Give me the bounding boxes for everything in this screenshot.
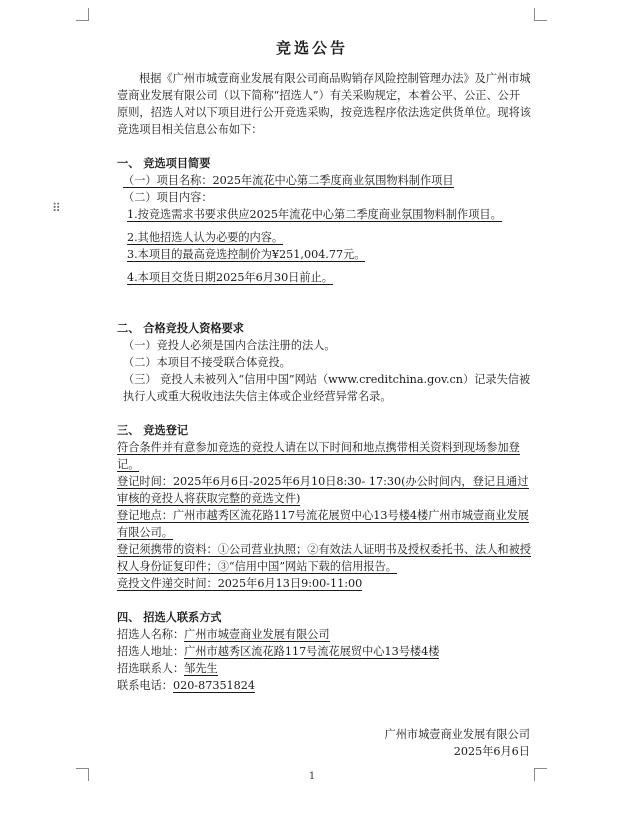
section-heading-registration: 三、 竞选登记 [117,424,189,437]
registration-item [117,507,531,541]
project-name-line [117,172,531,189]
registration-item [117,575,531,592]
project-item [117,229,531,246]
qualification-item: （二）本项目不接受联合体竞投。 [123,356,291,369]
registration-item-text: 竞投文件递交时间：2025年6月13日9:00-11:00 [117,577,363,590]
signature-date: 2025年6月6日 [453,745,530,758]
project-item-text: 1.按竞选需求书要求供应2025年流花中心第二季度商业氛围物料制作项目。 [127,208,502,221]
project-item-text: 3.本项目的最高竞选控制价为¥251,004.77元。 [127,248,366,261]
contact-row [117,677,531,694]
contact-label: 招选联系人： [117,662,185,675]
contact-row [117,660,531,677]
contact-label: 招选人地址： [117,645,185,658]
contact-value: 020-87351824 [172,679,256,692]
project-item [117,269,531,286]
registration-item [117,473,531,507]
registration-item-text: 符合条件并有意参加竞选的竞投人请在以下时间和地点携带相关资料到现场参加登记。 [117,441,520,471]
contact-value: 邹先生 [184,662,218,675]
intro-paragraph: 根据《广州市城壹商业发展有限公司商品购销存风险控制管理办法》及广州市城壹商业发展有限公司（以下简称“招选人”）有关采购规定，本着公平、公正、公开原则，招选人对以下项目进行公开竞选采购，按竞选程序依法选定供货单位。现将该竞选项目相关信息公布如下： [117,72,531,136]
page-corner-mark-top-right [534,8,547,21]
project-item-text: 2.其他招选人认为必要的内容。 [127,231,284,244]
project-name-text: （一）项目名称：2025年流花中心第二季度商业氛围物料制作项目 [123,174,454,187]
registration-item [117,541,531,575]
contact-value: 广州市越秀区流花路117号流花展贸中心13号楼4楼 [184,645,440,658]
section-heading-qualifications: 二、 合格竞投人资格要求 [117,322,244,335]
page-number: 1 [308,771,316,782]
page-corner-mark-top-left [76,8,89,21]
section-heading-contact: 四、 招选人联系方式 [117,611,222,624]
registration-item-text: 登记地点：广州市越秀区流花路117号流花展贸中心13号楼4楼广州市城壹商业发展有限公司。 [117,509,529,539]
drag-handle-icon[interactable]: ⠿ [52,201,62,215]
contact-row [117,643,531,660]
signature-block [385,726,530,760]
project-item [117,246,531,263]
registration-item-text: 登记时间：2025年6月6日-2025年6月10日8:30- 17:30(办公时间内，登记且通过审核的竞投人将获取完整的竞选文件) [117,475,529,505]
qualification-item: （一）竞投人必须是国内合法注册的法人。 [123,339,336,352]
document-body [117,70,531,694]
contact-value: 广州市城壹商业发展有限公司 [184,628,330,641]
project-item-text: 4.本项目交货日期2025年6月30日前止。 [127,271,333,284]
signature-company: 广州市城壹商业发展有限公司 [384,728,530,741]
qualification-item: （三） 竞投人未被列入“信用中国”网站（www.creditchina.gov.cn）记录失信被执行人或重大税收违法失信主体或企业经营异常名录。 [123,373,531,403]
registration-item [117,439,531,473]
registration-item-text: 登记须携带的资料：①公司营业执照；②有效法人证明书及授权委托书、法人和被授权人身份证复印件；③“信用中国”网站下载的信用报告。 [117,543,531,573]
document-title: 竞选公告 [275,39,348,58]
contact-label: 招选人名称： [117,628,185,641]
section-heading-project-summary: 一、 竞选项目简要 [117,157,211,170]
project-item [117,206,531,223]
project-content-label: （二）项目内容： [123,191,213,204]
contact-row [117,626,531,643]
contact-label: 联系电话： [117,679,173,692]
